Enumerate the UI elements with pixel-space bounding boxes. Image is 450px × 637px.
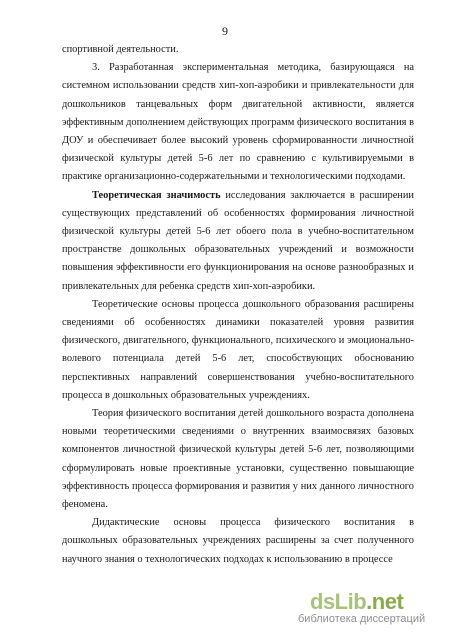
watermark-caption: библиотека диссертаций xyxy=(298,613,426,625)
paragraph-didactic-foundations: Дидактические основы процесса физического воспитания в дошкольных образовательных учреждениях расширены за счет полученного научного знания о технологических подходах к использованию в процессе xyxy=(62,517,414,565)
dslib-watermark xyxy=(284,589,434,629)
page-number: 9 xyxy=(222,24,228,38)
paragraph-text: исследования заключается в расширении существующих представлений об особенностях формирования личностной физической культуры детей 5-6 лет обоего пола в учебно-воспитательном пространстве дошкольных образовательных учреждений и возможности повышения эффективности его функционирования на основе разнообразных и привлекательных для ребенка средств хип-хоп-аэробики. xyxy=(62,189,414,292)
paragraph-theory-physical-education: Теория физического воспитания детей дошкольного возраста дополнена новыми теоретическими сведениями о внутренних взаимосвязях базовых компонентов личностной физической культуры детей 5-6 лет, позволяющими сформулировать новые проективные установки, существенно повышающие эффективность процесса формирования и развития у них данного личностного феномена. xyxy=(62,408,414,511)
paragraph-point-3: 3. Разработанная экспериментальная методика, базирующаяся на системном использовании средств хип-хоп-аэробики и привлекательности для дошкольников танцевальных форм двигательной активности, является эффективным дополнением действующих программ физического воспитания в ДОУ и обеспечивает более высокий уровень сформированности личностной физической культуры детей 5-6 лет по сравнению с культивируемыми в практике организационно-содержательными и технологическими подходами. xyxy=(62,62,414,183)
logo-text-net: .net xyxy=(366,589,404,614)
body-text xyxy=(62,41,414,569)
bold-heading-theoretical-significance: Теоретическая значимость xyxy=(92,189,221,201)
paragraph-theoretical-foundations: Теоретические основы процесса дошкольного образования расширены сведениями об особенностях динамики показателей уровня развития физического, двигательного, функционального, психического и эмоционально-волевого потенциала детей 5-6 лет, способствующих обоснованию перспективных направлений совершенствования учебно-воспитательного процесса в дошкольных образовательных учреждениях. xyxy=(62,298,414,401)
logo-text-dslib: dsLib xyxy=(310,589,367,614)
dslib-logo xyxy=(310,589,403,615)
paragraph-continuation: спортивной деятельности. xyxy=(62,44,179,55)
paragraph-theoretical-significance xyxy=(62,187,414,296)
